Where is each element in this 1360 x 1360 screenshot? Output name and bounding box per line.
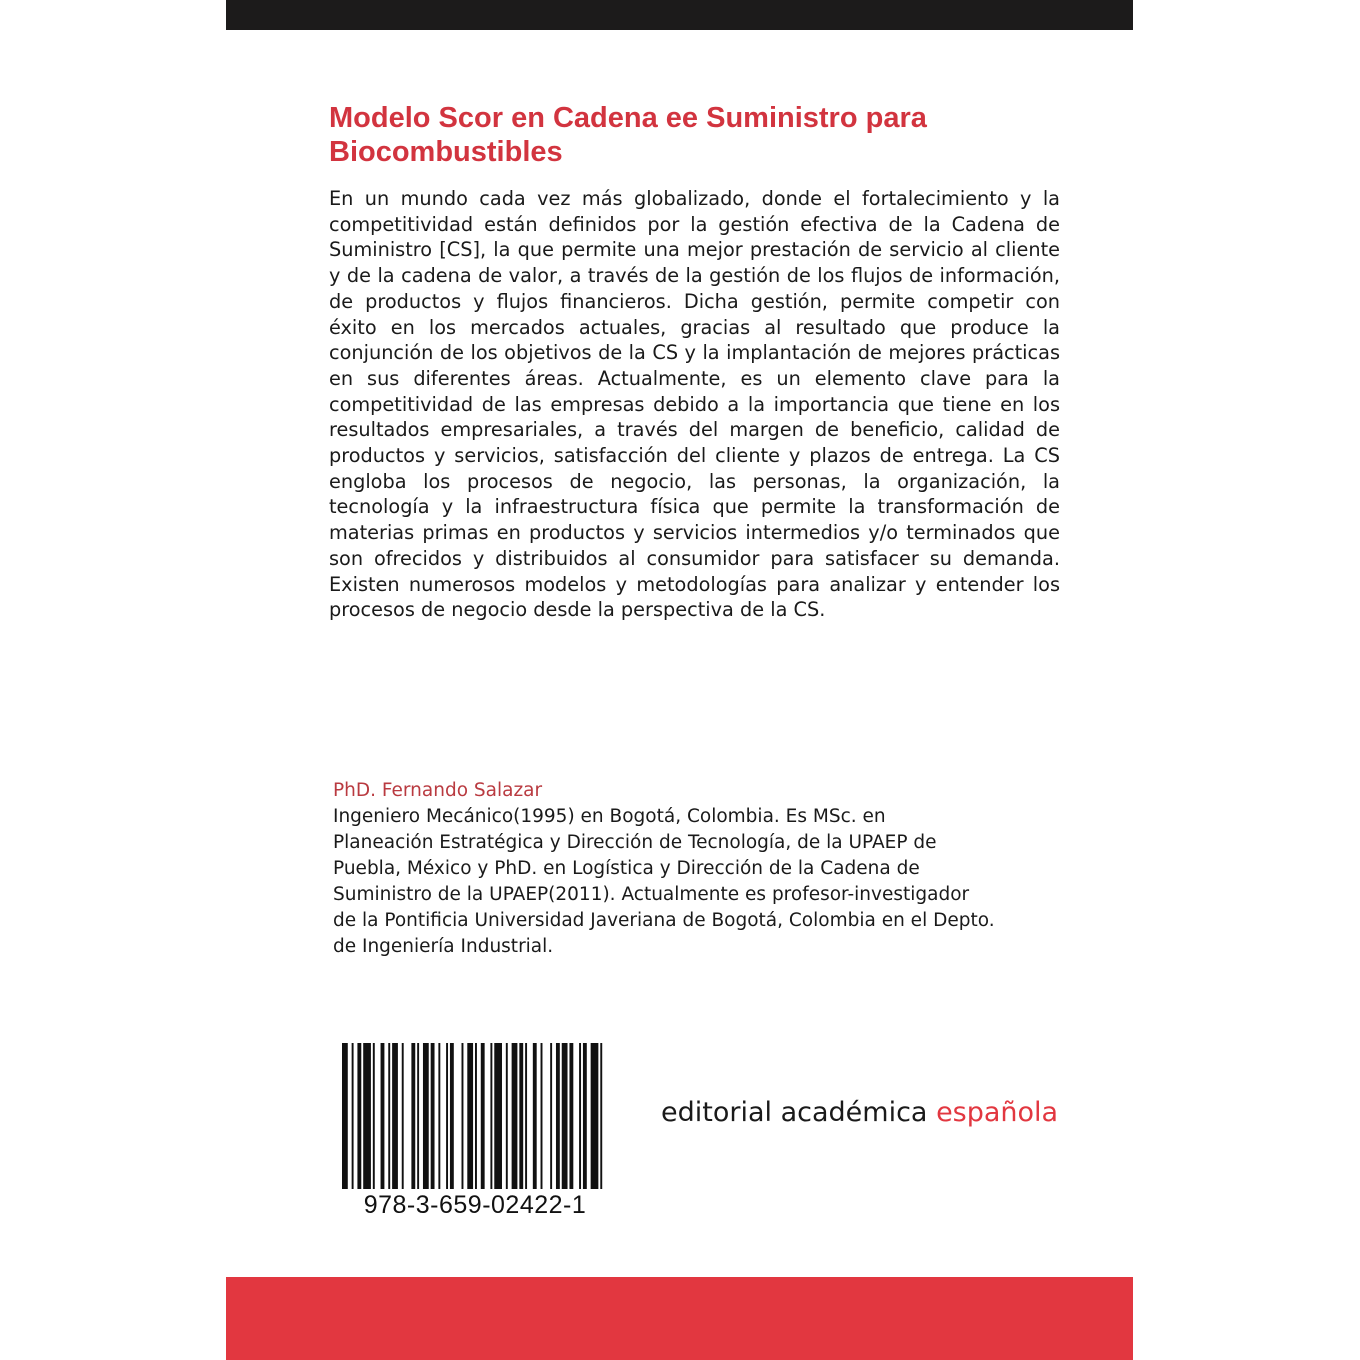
barcode-bar bbox=[525, 1043, 527, 1189]
barcode-bar bbox=[363, 1043, 371, 1189]
barcode-icon bbox=[342, 1043, 608, 1189]
barcode-bar bbox=[600, 1043, 602, 1189]
barcode-bar bbox=[438, 1043, 440, 1189]
barcode-bar bbox=[475, 1043, 477, 1189]
barcode-bar bbox=[550, 1043, 552, 1189]
barcode-bar bbox=[402, 1043, 404, 1189]
book-back-cover bbox=[226, 0, 1133, 1360]
barcode-bar bbox=[519, 1043, 523, 1189]
barcode-bar bbox=[481, 1043, 485, 1189]
barcode-bar bbox=[494, 1043, 502, 1189]
barcode-bar bbox=[417, 1043, 419, 1189]
author-bio-line: Puebla, México y PhD. en Logística y Dirección de la Cadena de bbox=[333, 858, 920, 879]
barcode-bar bbox=[591, 1043, 599, 1189]
barcode-bar bbox=[506, 1043, 508, 1189]
barcode-bar bbox=[462, 1043, 464, 1189]
publisher-name: editorial académica bbox=[661, 1097, 928, 1128]
barcode-bar bbox=[562, 1043, 568, 1189]
barcode-bar bbox=[373, 1043, 375, 1189]
publisher-name-accent: española bbox=[936, 1097, 1059, 1128]
author-bio-line: de Ingeniería Industrial. bbox=[333, 936, 554, 957]
book-title: Modelo Scor en Cadena ee Suministro para Biocombustibles bbox=[329, 102, 927, 168]
barcode-bar bbox=[446, 1043, 448, 1189]
barcode-bar bbox=[431, 1043, 435, 1189]
author-bio-line: Suministro de la UPAEP(2011). Actualmente es profesor-investigador bbox=[333, 884, 970, 905]
barcode-bar bbox=[556, 1043, 560, 1189]
author-name: PhD. Fernando Salazar bbox=[333, 780, 543, 801]
barcode-bar bbox=[450, 1043, 454, 1189]
barcode-bar bbox=[392, 1043, 398, 1189]
barcode-bar bbox=[357, 1043, 361, 1189]
top-dark-band bbox=[226, 0, 1133, 30]
barcode-bar bbox=[583, 1043, 587, 1189]
barcode-bar bbox=[423, 1043, 429, 1189]
publisher-logo bbox=[661, 1096, 1058, 1130]
bottom-red-band bbox=[226, 1277, 1133, 1360]
barcode-bar bbox=[533, 1043, 537, 1189]
barcode-bar bbox=[388, 1043, 390, 1189]
book-blurb: En un mundo cada vez más globalizado, donde el fortalecimiento y la competitividad están definidos por la gestión efectiva de la Cadena de Suministro [CS], la que permite una mejor prestación de servicio al cliente y de la cadena de valor, a través de la gestión de los flujos de información, de productos y flujos financieros. Dicha gestión, permite competir con éxito en los mercados actuales, gracias al resultado que produce la conjunción de los objetivos de la CS y la implantación de mejores prácticas en sus diferentes áreas. Actualmente, es un elemento clave para la competitividad de las empresas debido a la importancia que tiene en los resultados empresariales, a través del margen de beneficio, calidad de productos y servicios, satisfacción del cliente y plazos de entrega. La CS engloba los procesos de negocio, las personas, la organización, la tecnología y la infraestructura física que permite la transformación de materias primas en productos y servicios intermedios y/o terminados que son ofrecidos y distribuidos al consumidor para satisfacer su demanda. Existen numerosos modelos y metodologías para analizar y entender los procesos de negocio desde la perspectiva de la CS. bbox=[329, 187, 1060, 622]
author-bio-line: Ingeniero Mecánico(1995) en Bogotá, Colombia. Es MSc. en bbox=[333, 806, 886, 827]
barcode-bar bbox=[467, 1043, 473, 1189]
barcode-bar bbox=[352, 1043, 354, 1189]
isbn-number: 978-3-659-02422-1 bbox=[363, 1191, 587, 1219]
barcode-bar bbox=[569, 1043, 573, 1189]
barcode-bar bbox=[490, 1043, 492, 1189]
barcode-bar bbox=[411, 1043, 415, 1189]
barcode-bar bbox=[512, 1043, 518, 1189]
author-bio-line: de la Pontificia Universidad Javeriana de Bogotá, Colombia en el Depto. bbox=[333, 910, 995, 931]
barcode-bar bbox=[579, 1043, 581, 1189]
barcode-bar bbox=[342, 1043, 348, 1189]
author-bio-line: Planeación Estratégica y Dirección de Tecnología, de la UPAEP de bbox=[333, 832, 937, 853]
barcode-bar bbox=[381, 1043, 385, 1189]
author-bio bbox=[333, 804, 1073, 960]
barcode-bar bbox=[541, 1043, 543, 1189]
